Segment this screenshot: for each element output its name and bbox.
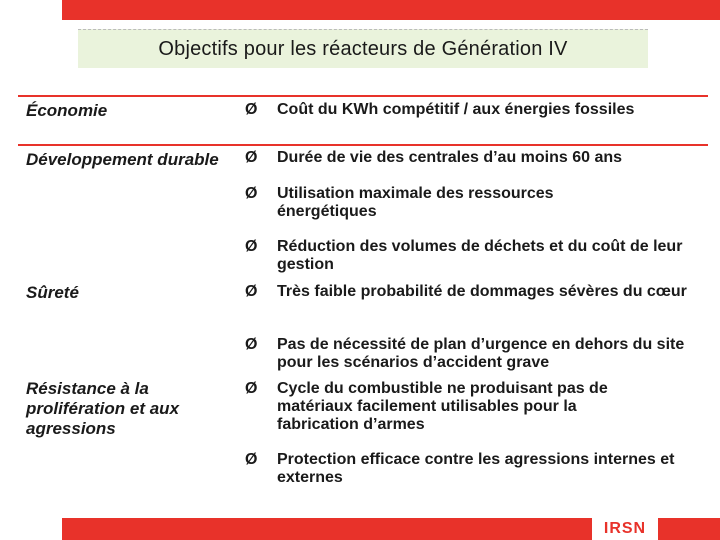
arrow-bullet-icon: Ø — [245, 185, 258, 202]
logo-text: IRSN — [603, 520, 647, 537]
bullet-item — [245, 336, 715, 372]
arrow-bullet-icon: Ø — [245, 451, 258, 468]
category-economie: Économie — [26, 101, 108, 120]
top-red-bar — [62, 0, 720, 20]
bullet-item — [245, 149, 715, 167]
arrow-bullet-icon: Ø — [245, 238, 258, 255]
irsn-logo — [592, 518, 658, 540]
category-surete: Sûreté — [26, 283, 79, 302]
bullet-text: Réduction des volumes de déchets et du coût de leur gestion — [277, 238, 683, 273]
page-title: Objectifs pour les réacteurs de Génération IV — [158, 37, 568, 60]
bullet-text: Pas de nécessité de plan d’urgence en dehors du site pour les scénarios d’accident grave — [277, 336, 685, 371]
bullet-item — [245, 185, 715, 221]
bullet-text: Durée de vie des centrales d’au moins 60 ans — [277, 149, 623, 166]
bullet-item — [245, 451, 715, 487]
arrow-bullet-icon: Ø — [245, 149, 258, 166]
divider-bottom — [18, 144, 708, 146]
bullet-item — [245, 283, 715, 301]
bullet-text: Cycle du combustible ne produisant pas de matériaux facilement utilisables pour la fabrication d’armes — [277, 380, 608, 433]
bullet-item — [245, 238, 715, 274]
bullet-item — [245, 101, 715, 119]
bullet-text: Utilisation maximale des ressources énergétiques — [277, 185, 554, 220]
arrow-bullet-icon: Ø — [245, 380, 258, 397]
bullet-item — [245, 380, 715, 434]
category-developpement-durable: Développement durable — [26, 150, 219, 169]
bullet-text: Très faible probabilité de dommages sévères du cœur — [277, 283, 687, 300]
divider-top — [18, 95, 708, 97]
arrow-bullet-icon: Ø — [245, 336, 258, 353]
arrow-bullet-icon: Ø — [245, 101, 258, 118]
title-box — [78, 29, 648, 68]
arrow-bullet-icon: Ø — [245, 283, 258, 300]
bullet-text: Coût du KWh compétitif / aux énergies fossiles — [277, 101, 635, 118]
bullet-text: Protection efficace contre les agressions internes et externes — [277, 451, 675, 486]
category-resistance-proliferation: Résistance à la prolifération et aux agressions — [26, 379, 180, 438]
